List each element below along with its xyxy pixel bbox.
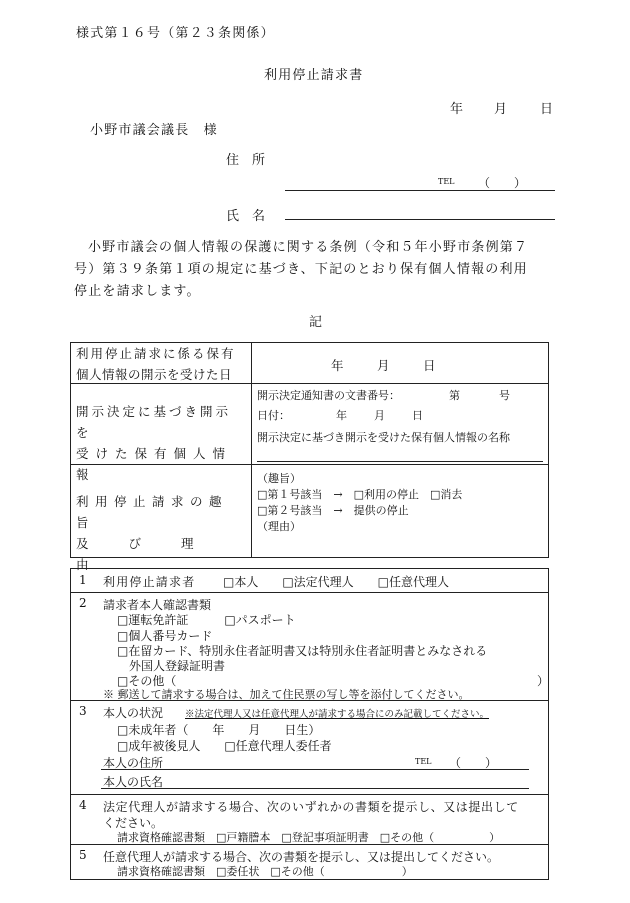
s2-line5: □その他（: [117, 674, 177, 688]
s4-line1: 法定代理人が請求する場合、次のいずれかの書類を提示し、又は提出して: [103, 800, 519, 814]
paragraph-line-3: 停止を請求します。: [74, 284, 201, 299]
s3-tel-parens: （ ）: [449, 756, 498, 770]
s5-line2: 請求資格確認書類 □委任状 □その他（ ）: [117, 865, 413, 878]
date-day: 日: [540, 102, 554, 117]
tel-parens: （ ）: [478, 176, 527, 190]
addressee: 小野市議会議長 様: [90, 123, 218, 138]
t1-row3-label-line1: 利用停止請求の趣旨: [76, 494, 229, 530]
t1-doc-number-label: 開示決定通知書の文書番号：: [257, 389, 400, 402]
s3-note: ※法定代理人又は任意代理人が請求する場合にのみ記載してください。: [185, 709, 490, 720]
s2-line1: □運転免許証 □パスポート: [117, 613, 296, 627]
date-month: 月: [494, 102, 508, 117]
t1-info-name-line: [257, 461, 543, 462]
name-label: 氏 名: [226, 209, 266, 224]
s5-num: 5: [79, 848, 87, 862]
s4-num: 4: [79, 798, 87, 812]
t1-row2-label-line1: 開示決定に基づき開示を: [76, 404, 232, 440]
s2-line2: □個人番号カード: [117, 629, 213, 643]
s1-label: 利用停止請求者: [103, 575, 196, 589]
t1-row1-month: 月: [377, 358, 390, 373]
s1-num: 1: [79, 573, 87, 587]
s5-line1: 任意代理人が請求する場合、次の書類を提示し、又は提出してください。: [103, 850, 500, 864]
t1-row2-label-line2: 受けた保有個人情報: [76, 446, 233, 482]
s3-line1: □未成年者（ 年 月 日生）: [117, 723, 321, 737]
s1-options: □本人 □法定代理人 □任意代理人: [223, 575, 450, 589]
s3-title: 本人の状況: [103, 706, 164, 720]
t1-shushi: （趣旨）: [257, 472, 301, 485]
t1-row1-label: [76, 343, 246, 385]
s2-line5-close: ）: [537, 674, 550, 688]
name-line: [285, 219, 555, 220]
tel-label: TEL: [438, 177, 455, 186]
t1-row1-label-line2: 個人情報の開示を受けた日: [76, 367, 233, 382]
t1-row2-day: 日: [412, 409, 423, 422]
s4-line3: 請求資格確認書類 □戸籍謄本 □登記事項証明書 □その他（ ）: [117, 831, 501, 844]
requester-info-table: [70, 568, 549, 880]
s2-note: ※ 郵送して請求する場合は、加えて住民票の写し等を添付してください。: [103, 688, 470, 701]
t1-row1-year: 年: [331, 358, 344, 373]
form-number: 様式第１６号（第２３条関係）: [76, 26, 275, 41]
t1-row2-label: [76, 401, 246, 485]
s3-line2: □成年被後見人 □任意代理人委任者: [117, 739, 332, 753]
s3-address-label: 本人の住所: [103, 756, 164, 770]
t1-purpose-line1: □第１号該当 → □利用の停止 □消去: [257, 488, 463, 501]
s4-line2: ください。: [103, 816, 164, 830]
request-table: [70, 342, 549, 572]
t1-purpose-line2: □第２号該当 → 提供の停止: [257, 504, 409, 517]
t1-row3-label: [76, 491, 246, 575]
s3-address-line: [101, 769, 529, 770]
s3-name-label: 本人の氏名: [103, 775, 164, 789]
t1-row1-label-line1: 利用停止請求に係る保有: [76, 346, 236, 361]
s2-line3: □在留カード、特別永住者証明書又は特別永住者証明書とみなされる: [117, 644, 488, 658]
t1-date-label: 日付：: [257, 409, 290, 422]
s2-line4: 外国人登録証明書: [129, 659, 226, 673]
address-line: [285, 190, 555, 191]
t1-row2-year: 年: [336, 409, 347, 422]
s3-num: 3: [79, 704, 87, 718]
s2-title: 請求者本人確認書類: [103, 598, 212, 612]
s3-tel-label: TEL: [415, 757, 432, 766]
address-label: 住 所: [226, 153, 266, 168]
t1-row2-month: 月: [374, 409, 385, 422]
s2-num: 2: [79, 596, 87, 610]
paragraph-line-1: 小野市議会の個人情報の保護に関する条例（令和５年小野市条例第７: [88, 240, 529, 255]
t1-info-name-label: 開示決定に基づき開示を受けた保有個人情報の名称: [257, 431, 510, 444]
t1-row1-day: 日: [423, 358, 436, 373]
t1-go: 号: [499, 389, 510, 402]
ki-heading: 記: [309, 315, 323, 330]
t1-dai: 第: [449, 389, 460, 402]
s3-name-line: [101, 788, 529, 789]
t1-riyu: （理由）: [257, 520, 301, 533]
date-year: 年: [450, 102, 464, 117]
paragraph-line-2: 号）第３９条第１項の規定に基づき、下記のとおり保有個人情報の利用: [74, 262, 528, 277]
page-title: 利用停止請求書: [264, 68, 364, 83]
t1-row3-label-line2: 及び理由: [76, 536, 234, 572]
